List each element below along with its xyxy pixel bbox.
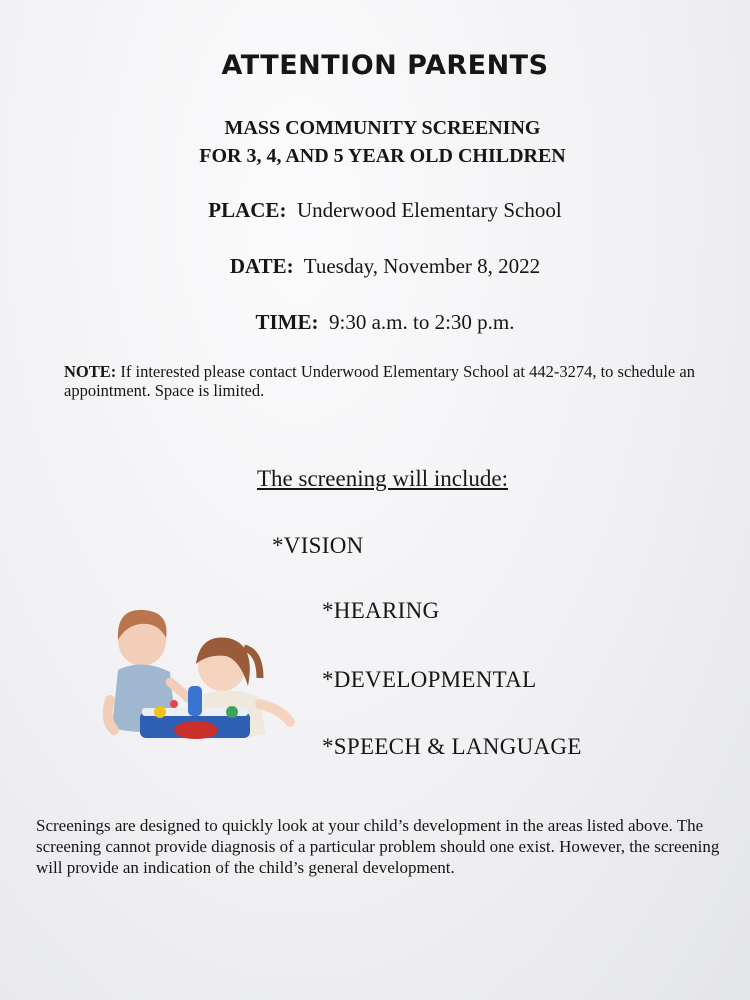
screening-includes-heading: The screening will include: [256,466,508,491]
note-label: NOTE: [64,362,117,381]
screening-item-hearing: *HEARING [322,598,440,623]
subhead-line-1: MASS COMMUNITY SCREENING [224,117,541,139]
time-line [0,310,750,335]
children-playing-photo [100,600,310,750]
closing-paragraph: Screenings are designed to quickly look at your child’s development in the areas listed above. The screening cannot provide diagnosis of a particular problem should one exist. However, the screening will provide an indication of the child’s general development. [36,816,720,877]
time-value: 9:30 a.m. to 2:30 p.m. [329,310,515,334]
flyer-headline: ATTENTION PARENTS [221,50,549,81]
place-value: Underwood Elementary School [296,198,562,222]
screening-item-developmental: *DEVELOPMENTAL [322,667,537,692]
time-label: TIME: [255,310,319,334]
place-line [0,198,750,223]
subhead-line-2: FOR 3, 4, AND 5 YEAR OLD CHILDREN [199,145,566,167]
place-label: PLACE: [208,198,287,222]
date-label: DATE: [229,254,294,278]
date-value: Tuesday, November 8, 2022 [303,254,541,278]
note-text: If interested please contact Underwood Elementary School at 442-3274, to schedule an appointment. Space is limited. [64,362,695,400]
date-line [0,254,750,279]
note-paragraph [64,362,714,400]
screening-item-speech-language: *SPEECH & LANGUAGE [322,734,582,759]
screening-item-vision: *VISION [272,533,364,558]
